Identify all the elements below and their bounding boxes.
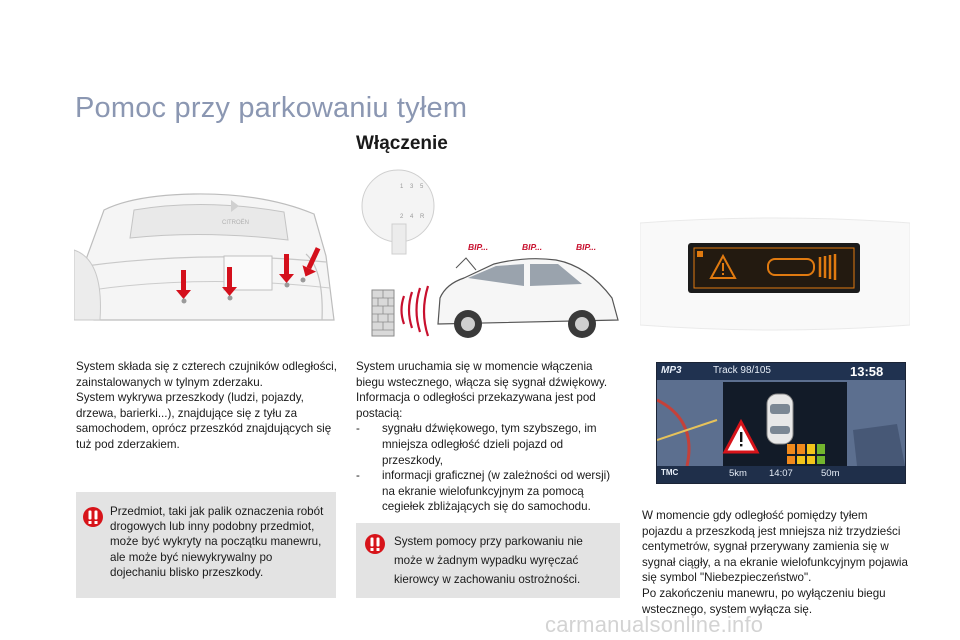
list-item: - informacji graficznej (w zależności od wersji) na ekranie wielofunkcyjnym za pomocą cegiełek zbliżających się do samochodu. <box>356 469 611 514</box>
car-side-icon <box>438 258 618 338</box>
column1-paragraph-1: System składa się z czterech czujników odległości, zainstalowanych w tylnym zderzaku. <box>76 360 337 389</box>
screen-source: MP3 <box>661 365 682 376</box>
beep-label-3: BIP... <box>576 242 597 252</box>
screen-nav-remaining: 50m <box>821 468 840 479</box>
instrument-display-illustration <box>640 215 910 335</box>
screen-nav-time: 14:07 <box>769 468 793 479</box>
screen-tmc: TMC <box>661 468 679 477</box>
multifunction-screen <box>656 362 906 484</box>
beep-label-1: BIP... <box>468 242 489 252</box>
section-title: Włączenie <box>356 133 448 154</box>
column2-intro: System uruchamia się w momencie włączenia biegu wstecznego, włącza się sygnał dźwiękowy. Informacja o odległości przekazywana jest pod postacią: <box>356 360 608 420</box>
svg-text:R: R <box>420 214 425 220</box>
page-title: Pomoc przy parkowaniu tyłem <box>75 92 468 124</box>
svg-text:1: 1 <box>400 184 404 190</box>
column1-paragraph-2: System wykrywa przeszkody (ludzi, pojazdy, drzewa, barierki...), znajdujące się z tyłu za samochodem, oprócz przeszkód znajdujących się tuż pod zderzakiem. <box>76 391 332 451</box>
list-item: - sygnału dźwiękowego, tym szybszego, im mniejsza odległość dzieli pojazd od przeszkody, <box>356 422 597 467</box>
reverse-gear-illustration <box>356 168 624 348</box>
warning-box-2 <box>356 523 620 598</box>
column3-text: W momencie gdy odległość pomiędzy tyłem pojazdu a przeszkodą jest mniejsza niż trzydzieści centymetrów, sygnał przerywany zamienia się w sygnał ciągły, a na ekranie wielofunkcyjnym pojawia się symbol "Niebezpieczeństwo". Po zakończeniu manewru, po wyłączeniu biegu wstecznego, system wyłącza się. <box>642 509 908 616</box>
column2-list <box>356 421 620 515</box>
warning-box-1 <box>76 492 336 598</box>
screen-nav-distance: 5km <box>729 468 747 479</box>
screen-map <box>657 380 905 466</box>
svg-text:5: 5 <box>420 184 424 190</box>
rear-bumper-illustration <box>74 170 336 346</box>
column2-text <box>356 359 620 515</box>
brick-wall-icon <box>372 290 394 336</box>
gear-knob-icon <box>362 170 434 254</box>
warning-text-2: System pomocy przy parkowaniu nie może w żadnym wypadku wyręczać kierowcy w zachowaniu ostrożności. <box>394 535 583 586</box>
car-topview-icon <box>767 394 793 444</box>
footer-watermark: carmanualsonline.info <box>545 612 764 637</box>
svg-text:2: 2 <box>400 214 404 220</box>
column1-text <box>76 359 338 453</box>
warning-text-1: Przedmiot, taki jak palik oznaczenia robót drogowych lub inny podobny przedmiot, może być wykryty na początku manewru, ale może być niewykrywalny po dojechaniu blisko przeszkody. <box>110 505 324 579</box>
svg-text:4: 4 <box>410 214 414 220</box>
beep-label-2: BIP... <box>522 242 543 252</box>
svg-text:3: 3 <box>410 184 414 190</box>
screen-track: Track 98/105 <box>713 365 771 376</box>
car-badge: CITROËN <box>222 220 249 226</box>
warning-exclamation-icon <box>83 507 103 527</box>
warning-exclamation-icon <box>365 534 385 554</box>
screen-clock: 13:58 <box>850 364 884 379</box>
sound-waves-icon <box>402 286 429 336</box>
